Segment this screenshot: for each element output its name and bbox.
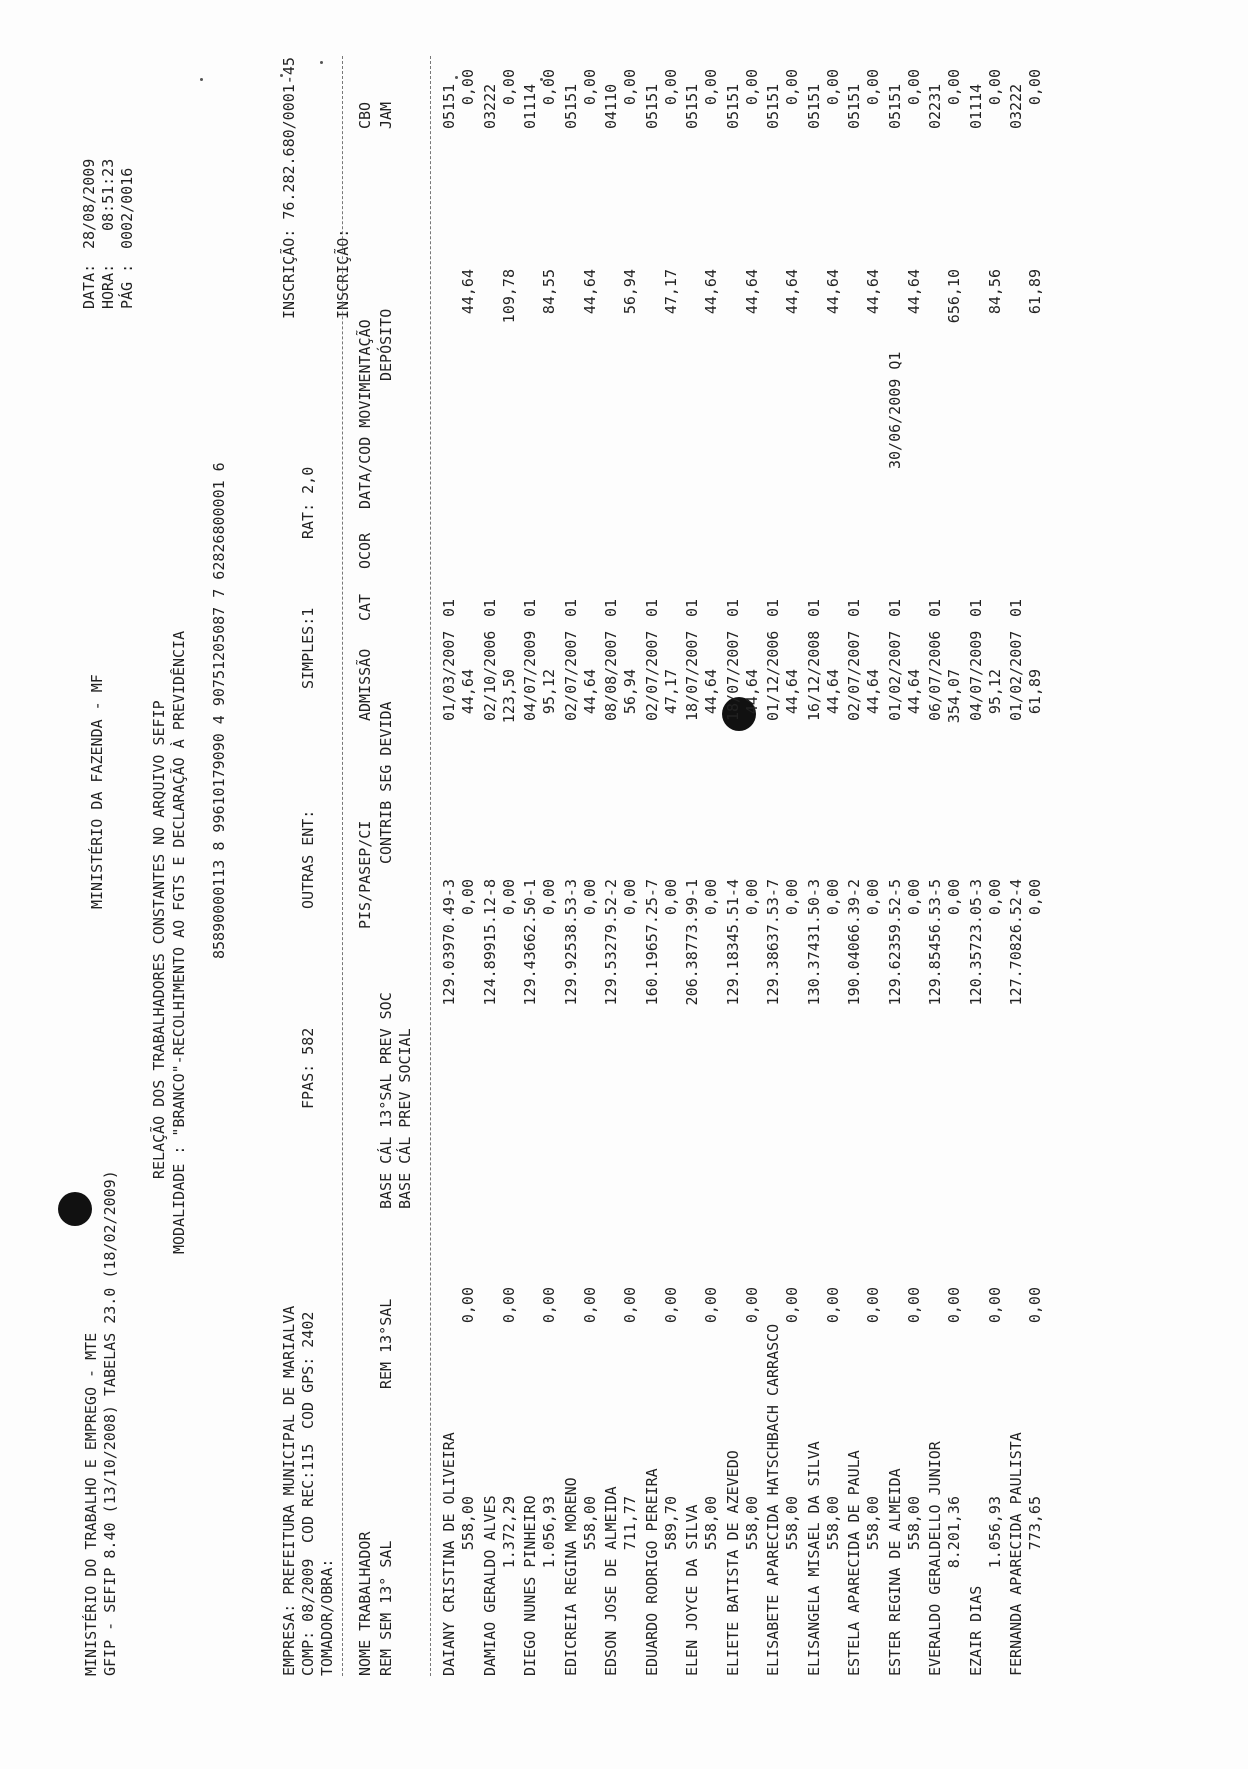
- cell-admissao: 18/07/2007: [723, 630, 742, 721]
- cell-contrib: 95,12: [540, 669, 558, 715]
- col-rem-sem: REM SEM 13° SAL: [377, 1540, 395, 1676]
- cell-cbo: 05151: [642, 83, 661, 129]
- cell-admissao: 02/07/2007: [845, 630, 863, 721]
- cell-pis: 206.38773.99-1: [683, 879, 701, 1006]
- cell-rem-13: 0,00: [702, 1287, 720, 1324]
- cell-cbo: 05151: [561, 83, 580, 129]
- cell-contrib: 44,64: [459, 669, 477, 715]
- cell-rem-sem: 1.056,93: [540, 1496, 558, 1569]
- col-deposito: DEPÓSITO: [377, 308, 395, 381]
- tomador: TOMADOR/OBRA:: [318, 1558, 336, 1676]
- cell-admissao: 01/02/2007: [885, 630, 904, 721]
- cell-rem-13: 0,00: [661, 1287, 680, 1324]
- cell-rem-13: 0,00: [904, 1287, 923, 1324]
- col-rem-13: REM 13°SAL: [377, 1298, 395, 1389]
- col-base-calc2: BASE CÁL PREV SOCIAL: [396, 1028, 414, 1209]
- cell-cat: 01: [1007, 598, 1025, 617]
- cell-cat: 01: [966, 598, 985, 617]
- cell-pis: 127.70826.52-4: [1007, 879, 1025, 1006]
- cell-pis: 129.43662.50-1: [521, 879, 539, 1006]
- cell-pis: 129.53279.52-2: [602, 879, 620, 1006]
- cell-rem-sem: 558,00: [823, 1496, 842, 1551]
- cell-contrib: 123,50: [499, 669, 518, 724]
- cell-deposito: 44,64: [904, 269, 923, 315]
- cell-cat: 01: [480, 598, 499, 617]
- cell-nome: EZAIR DIAS: [966, 1585, 985, 1676]
- cell-nome: DAIANY CRISTINA DE OLIVEIRA: [440, 1432, 458, 1676]
- fpas: FPAS: 582: [299, 1027, 317, 1109]
- hora-label: HORA:: [99, 263, 117, 309]
- cell-nome: FERNANDA APARECIDA PAULISTA: [1007, 1432, 1025, 1676]
- ministry-fazenda: MINISTÉRIO DA FAZENDA - MF: [88, 674, 106, 909]
- empresa: EMPRESA: PREFEITURA MUNICIPAL DE MARIALVA: [280, 1305, 298, 1676]
- cell-cat: 01: [723, 598, 742, 617]
- cell-contrib: 44,64: [580, 669, 599, 715]
- cell-cbo: 05151: [845, 83, 863, 129]
- col-pis: PIS/PASEP/CI: [356, 820, 374, 929]
- cell-rem-sem: 8.201,36: [945, 1496, 963, 1569]
- cell-jam: 0,00: [823, 69, 842, 106]
- cell-pis: 129.03970.49-3: [440, 879, 458, 1006]
- cell-rem-13: 0,00: [540, 1287, 558, 1324]
- cell-rem-13: 0,00: [459, 1287, 477, 1324]
- cell-base13: 0,00: [783, 879, 801, 916]
- cell-deposito: 656,10: [945, 269, 963, 324]
- cell-base13: 0,00: [823, 879, 842, 916]
- cell-admissao: 08/08/2007: [602, 630, 620, 721]
- cell-pis: 120.35723.05-3: [966, 879, 985, 1006]
- cell-base13: 0,00: [661, 879, 680, 916]
- cell-nome: EDSON JOSE DE ALMEIDA: [602, 1486, 620, 1676]
- cell-rem-13: 0,00: [1026, 1287, 1044, 1324]
- inscricao: INSCRIÇÃO: 76.282.680/0001-45: [280, 57, 298, 319]
- outras-ent: OUTRAS ENT:: [299, 809, 317, 909]
- cell-contrib: 44,64: [702, 669, 720, 715]
- scan-speck: [320, 61, 323, 64]
- cell-rem-13: 0,00: [742, 1287, 761, 1324]
- cell-admissao: 02/10/2006: [480, 630, 499, 721]
- cell-contrib: 354,07: [945, 669, 963, 724]
- cell-contrib: 44,64: [783, 669, 801, 715]
- report-title: RELAÇÃO DOS TRABALHADORES CONSTANTES NO ARQUIVO SEFIP: [150, 700, 168, 1179]
- cell-nome: ELISABETE APARECIDA HATSCHBACH CARRASCO: [764, 1323, 782, 1676]
- cell-cat: 01: [764, 598, 782, 617]
- cell-jam: 0,00: [621, 69, 639, 106]
- cell-jam: 0,00: [904, 69, 923, 106]
- cell-contrib: 95,12: [985, 669, 1004, 715]
- cell-deposito: 44,64: [864, 269, 882, 315]
- cell-rem-13: 0,00: [945, 1287, 963, 1324]
- cell-base13: 0,00: [742, 879, 761, 916]
- col-nome: NOME TRABALHADOR: [356, 1531, 374, 1676]
- col-ocor: OCOR: [356, 532, 374, 569]
- cell-pis: 160.19657.25-7: [642, 879, 661, 1006]
- cell-cat: 01: [561, 598, 580, 617]
- cell-pis: 129.62359.52-5: [885, 879, 904, 1006]
- cell-rem-13: 0,00: [823, 1287, 842, 1324]
- cell-jam: 0,00: [580, 69, 599, 106]
- cell-pis: 129.85456.53-5: [926, 879, 944, 1006]
- cell-cat: 01: [521, 598, 539, 617]
- divider: [430, 56, 431, 1676]
- cell-contrib: 44,64: [823, 669, 842, 715]
- cell-cbo: 03222: [1007, 83, 1025, 129]
- cell-base13: 0,00: [904, 879, 923, 916]
- cell-rem-sem: 1.056,93: [985, 1496, 1004, 1569]
- cell-contrib: 44,64: [742, 669, 761, 715]
- cell-admissao: 01/02/2007: [1007, 630, 1025, 721]
- cell-pis: 129.38637.53-7: [764, 879, 782, 1006]
- cell-cbo: 04110: [602, 83, 620, 129]
- cell-contrib: 44,64: [864, 669, 882, 715]
- cell-cat: 01: [602, 598, 620, 617]
- cell-cat: 01: [440, 598, 458, 617]
- cell-deposito: 44,64: [783, 269, 801, 315]
- punch-hole-left: [58, 1192, 92, 1226]
- cell-cbo: 05151: [440, 83, 458, 129]
- cell-jam: 0,00: [864, 69, 882, 106]
- cod-rec: COD REC:115: [299, 1443, 317, 1543]
- cell-nome: DIEGO NUNES PINHEIRO: [521, 1495, 539, 1676]
- scan-speck: [200, 78, 203, 81]
- pag-value: 0002/0016: [118, 167, 136, 249]
- simples: SIMPLES:1: [299, 607, 317, 689]
- cell-admissao: 16/12/2008: [804, 630, 823, 721]
- ministry-line: MINISTÉRIO DO TRABALHO E EMPREGO - MTE: [82, 1332, 100, 1676]
- cell-nome: EDICREIA REGINA MORENO: [561, 1477, 580, 1676]
- cell-admissao: 04/07/2009: [966, 630, 985, 721]
- cell-deposito: 44,64: [702, 269, 720, 315]
- cell-contrib: 44,64: [904, 669, 923, 715]
- cell-cbo: 01114: [521, 83, 539, 129]
- cell-pis: 190.04066.39-2: [845, 879, 863, 1006]
- cell-base13: 0,00: [1026, 879, 1044, 916]
- hora-value: 08:51:23: [99, 158, 117, 231]
- cell-nome: ELEN JOYCE DA SILVA: [683, 1504, 701, 1676]
- cell-base13: 0,00: [945, 879, 963, 916]
- cell-jam: 0,00: [702, 69, 720, 106]
- cell-cat: 01: [804, 598, 823, 617]
- cell-nome: ESTELA APARECIDA DE PAULA: [845, 1450, 863, 1676]
- cell-rem-sem: 558,00: [864, 1496, 882, 1551]
- cell-cat: 01: [683, 598, 701, 617]
- cell-jam: 0,00: [499, 69, 518, 106]
- cell-cbo: 03222: [480, 83, 499, 129]
- cell-cbo: 05151: [804, 83, 823, 129]
- cell-deposito: 44,64: [742, 269, 761, 315]
- cell-contrib: 61,89: [1026, 669, 1044, 715]
- col-contrib: CONTRIB SEG DEVIDA: [377, 701, 395, 864]
- cod-gps: COD GPS: 2402: [299, 1311, 317, 1429]
- cell-jam: 0,00: [985, 69, 1004, 106]
- cell-deposito: 56,94: [621, 269, 639, 315]
- cell-cat: 01: [926, 598, 944, 617]
- cell-rem-13: 0,00: [580, 1287, 599, 1324]
- cell-admissao: 04/07/2009: [521, 630, 539, 721]
- pag-label: PÁG :: [118, 263, 136, 309]
- col-base-calc: BASE CÁL 13°SAL PREV SOC: [377, 992, 395, 1209]
- cell-rem-sem: 1.372,29: [499, 1496, 518, 1569]
- col-data-cod: DATA/COD MOVIMENTAÇÃO: [356, 319, 374, 509]
- cell-admissao: 06/07/2006: [926, 630, 944, 721]
- cell-rem-13: 0,00: [783, 1287, 801, 1324]
- cell-nome: EVERALDO GERALDELLO JUNIOR: [926, 1441, 944, 1676]
- cell-pis: 124.89915.12-8: [480, 879, 499, 1006]
- cell-deposito: 84,55: [540, 269, 558, 315]
- cell-cbo: 01114: [966, 83, 985, 129]
- cell-nome: DAMIAO GERALDO ALVES: [480, 1495, 499, 1676]
- cell-rem-sem: 558,00: [459, 1496, 477, 1551]
- cell-jam: 0,00: [783, 69, 801, 106]
- cell-rem-13: 0,00: [864, 1287, 882, 1324]
- cell-cbo: 05151: [885, 83, 904, 129]
- cell-deposito: 109,78: [499, 269, 518, 324]
- cell-rem-sem: 558,00: [783, 1496, 801, 1551]
- cell-contrib: 47,17: [661, 669, 680, 715]
- cell-rem-13: 0,00: [985, 1287, 1004, 1324]
- cell-deposito: 61,89: [1026, 269, 1044, 315]
- cell-admissao: 01/12/2006: [764, 630, 782, 721]
- cell-cbo: 05151: [723, 83, 742, 129]
- cell-rem-sem: 558,00: [702, 1496, 720, 1551]
- cell-pis: 130.37431.50-3: [804, 879, 823, 1006]
- cell-cat: 01: [845, 598, 863, 617]
- cell-rem-sem: 711,77: [621, 1496, 639, 1551]
- cell-base13: 0,00: [864, 879, 882, 916]
- col-admissao: ADMISSÃO: [356, 648, 374, 721]
- cell-cat: 01: [885, 598, 904, 617]
- barcode-digits: 85890000113 8 99610179090 4 90751205087 7 62826800001 6: [210, 462, 228, 959]
- cell-deposito: 84,56: [985, 269, 1004, 315]
- cell-admissao: 02/07/2007: [642, 630, 661, 721]
- col-cat: CAT: [356, 593, 374, 621]
- cell-deposito: 44,64: [459, 269, 477, 315]
- cell-cbo: 05151: [764, 83, 782, 129]
- cell-pis: 129.18345.51-4: [723, 879, 742, 1006]
- cell-nome: ELISANGELA MISAEL DA SILVA: [804, 1441, 823, 1676]
- cell-pis: 129.92538.53-3: [561, 879, 580, 1006]
- inscricao2: INSCRIÇÃO:: [334, 228, 352, 319]
- rat: RAT: 2,0: [299, 466, 317, 539]
- cell-base13: 0,00: [985, 879, 1004, 916]
- col-cbo: CBO: [356, 101, 374, 129]
- cell-jam: 0,00: [540, 69, 558, 106]
- cell-base13: 0,00: [499, 879, 518, 916]
- cell-base13: 0,00: [459, 879, 477, 916]
- cell-jam: 0,00: [742, 69, 761, 106]
- cell-admissao: 02/07/2007: [561, 630, 580, 721]
- cell-jam: 0,00: [459, 69, 477, 106]
- cell-rem-sem: 773,65: [1026, 1496, 1044, 1551]
- cell-base13: 0,00: [540, 879, 558, 916]
- cell-rem-13: 0,00: [499, 1287, 518, 1324]
- cell-deposito: 44,64: [823, 269, 842, 315]
- cell-cbo: 05151: [683, 83, 701, 129]
- cell-admissao: 18/07/2007: [683, 630, 701, 721]
- cell-rem-sem: 589,70: [661, 1496, 680, 1551]
- cell-nome: ESTER REGINA DE ALMEIDA: [885, 1468, 904, 1676]
- cell-rem-13: 0,00: [621, 1287, 639, 1324]
- cell-cbo: 02231: [926, 83, 944, 129]
- cell-rem-sem: 558,00: [904, 1496, 923, 1551]
- cell-deposito: 44,64: [580, 269, 599, 315]
- cell-rem-sem: 558,00: [742, 1496, 761, 1551]
- cell-mov: 30/06/2009 Q1: [885, 351, 904, 469]
- cell-deposito: 47,17: [661, 269, 680, 315]
- scan-speck: [455, 76, 458, 79]
- cell-contrib: 56,94: [621, 669, 639, 715]
- cell-cat: 01: [642, 598, 661, 617]
- gfip-line: GFIP - SEFIP 8.40 (13/10/2008) TABELAS 23.0 (18/02/2009): [101, 1170, 119, 1676]
- comp: COMP: 08/2009: [299, 1558, 317, 1676]
- cell-base13: 0,00: [621, 879, 639, 916]
- data-value: 28/08/2009: [80, 158, 98, 249]
- cell-admissao: 01/03/2007: [440, 630, 458, 721]
- cell-base13: 0,00: [702, 879, 720, 916]
- cell-jam: 0,00: [945, 69, 963, 106]
- col-jam: JAM: [377, 101, 395, 129]
- cell-nome: EDUARDO RODRIGO PEREIRA: [642, 1468, 661, 1676]
- cell-jam: 0,00: [1026, 69, 1044, 106]
- data-label: DATA:: [80, 263, 98, 309]
- cell-nome: ELIETE BATISTA DE AZEVEDO: [723, 1450, 742, 1676]
- modalidade: MODALIDADE : "BRANCO"-RECOLHIMENTO AO FGTS E DECLARAÇÃO À PREVIDÊNCIA: [170, 630, 188, 1254]
- cell-base13: 0,00: [580, 879, 599, 916]
- divider: [342, 56, 343, 1676]
- cell-jam: 0,00: [661, 69, 680, 106]
- cell-rem-sem: 558,00: [580, 1496, 599, 1551]
